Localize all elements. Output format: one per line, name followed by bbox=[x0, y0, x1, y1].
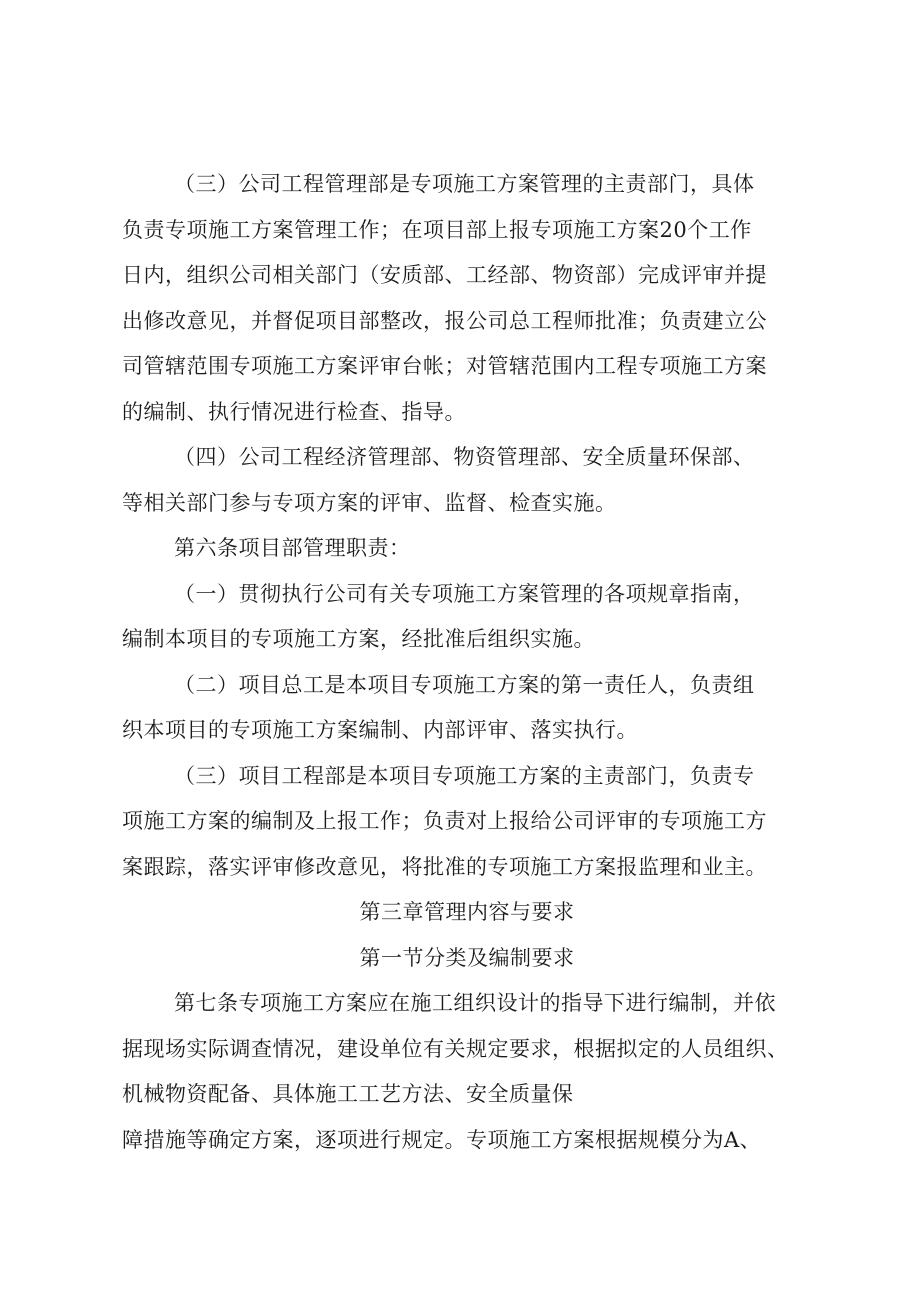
text-line: 日内，组织公司相关部门（安质部、工经部、物资部）完成评审并提 bbox=[122, 263, 767, 287]
text-line: 案跟踪，落实评审修改意见，将批准的专项施工方案报监理和业主。 bbox=[122, 854, 767, 879]
text-line: 出修改意见，并督促项目部整改，报公司总工程师批准；负责建立公 bbox=[122, 308, 767, 333]
chapter-heading: 第三章管理内容与要求 bbox=[359, 900, 575, 924]
text-line: 据现场实际调查情况，建设单位有关规定要求，根据拟定的人员组织、 bbox=[122, 1036, 789, 1061]
text-line: （三）项目工程部是本项目专项施工方案的主责部门，负责专 bbox=[174, 763, 755, 788]
text-line: （三）公司工程管理部是专项施工方案管理的主责部门，具体 bbox=[174, 172, 755, 196]
text-line: 编制本项目的专项施工方案，经批准后组织实施。 bbox=[122, 627, 595, 651]
text-line: 等相关部门参与专项方案的评审、监督、检查实施。 bbox=[122, 490, 617, 515]
section-heading: 第一节分类及编制要求 bbox=[359, 945, 575, 970]
text-line: （一）贯彻执行公司有关专项施工方案管理的各项规章指南， bbox=[174, 581, 755, 606]
text-line: 第七条专项施工方案应在施工组织设计的指导下进行编制，并依 bbox=[174, 991, 776, 1015]
text-line: （二）项目总工是本项目专项施工方案的第一责任人，负责组 bbox=[174, 672, 755, 697]
text-line: 的编制、执行情况进行检查、指导。 bbox=[122, 399, 466, 424]
text-line: 机械物资配备、具体施工工艺方法、安全质量保 bbox=[122, 1082, 574, 1106]
text-line: 项施工方案的编制及上报工作；负责对上报给公司评审的专项施工方 bbox=[122, 809, 767, 833]
text-line: （四）公司工程经济管理部、物资管理部、安全质量环保部、 bbox=[174, 445, 755, 469]
text-line: 织本项目的专项施工方案编制、内部评审、落实执行。 bbox=[122, 718, 638, 742]
document-body bbox=[122, 162, 812, 1163]
text-line: 负责专项施工方案管理工作；在项目部上报专项施工方案20个工作 bbox=[122, 217, 752, 242]
text-line: 障措施等确定方案，逐项进行规定。专项施工方案根据规模分为A、 bbox=[122, 1127, 762, 1152]
text-line: 司管辖范围专项施工方案评审台帐；对管辖范围内工程专项施工方案 bbox=[122, 354, 767, 378]
article-heading: 第六条项目部管理职责： bbox=[174, 536, 411, 560]
